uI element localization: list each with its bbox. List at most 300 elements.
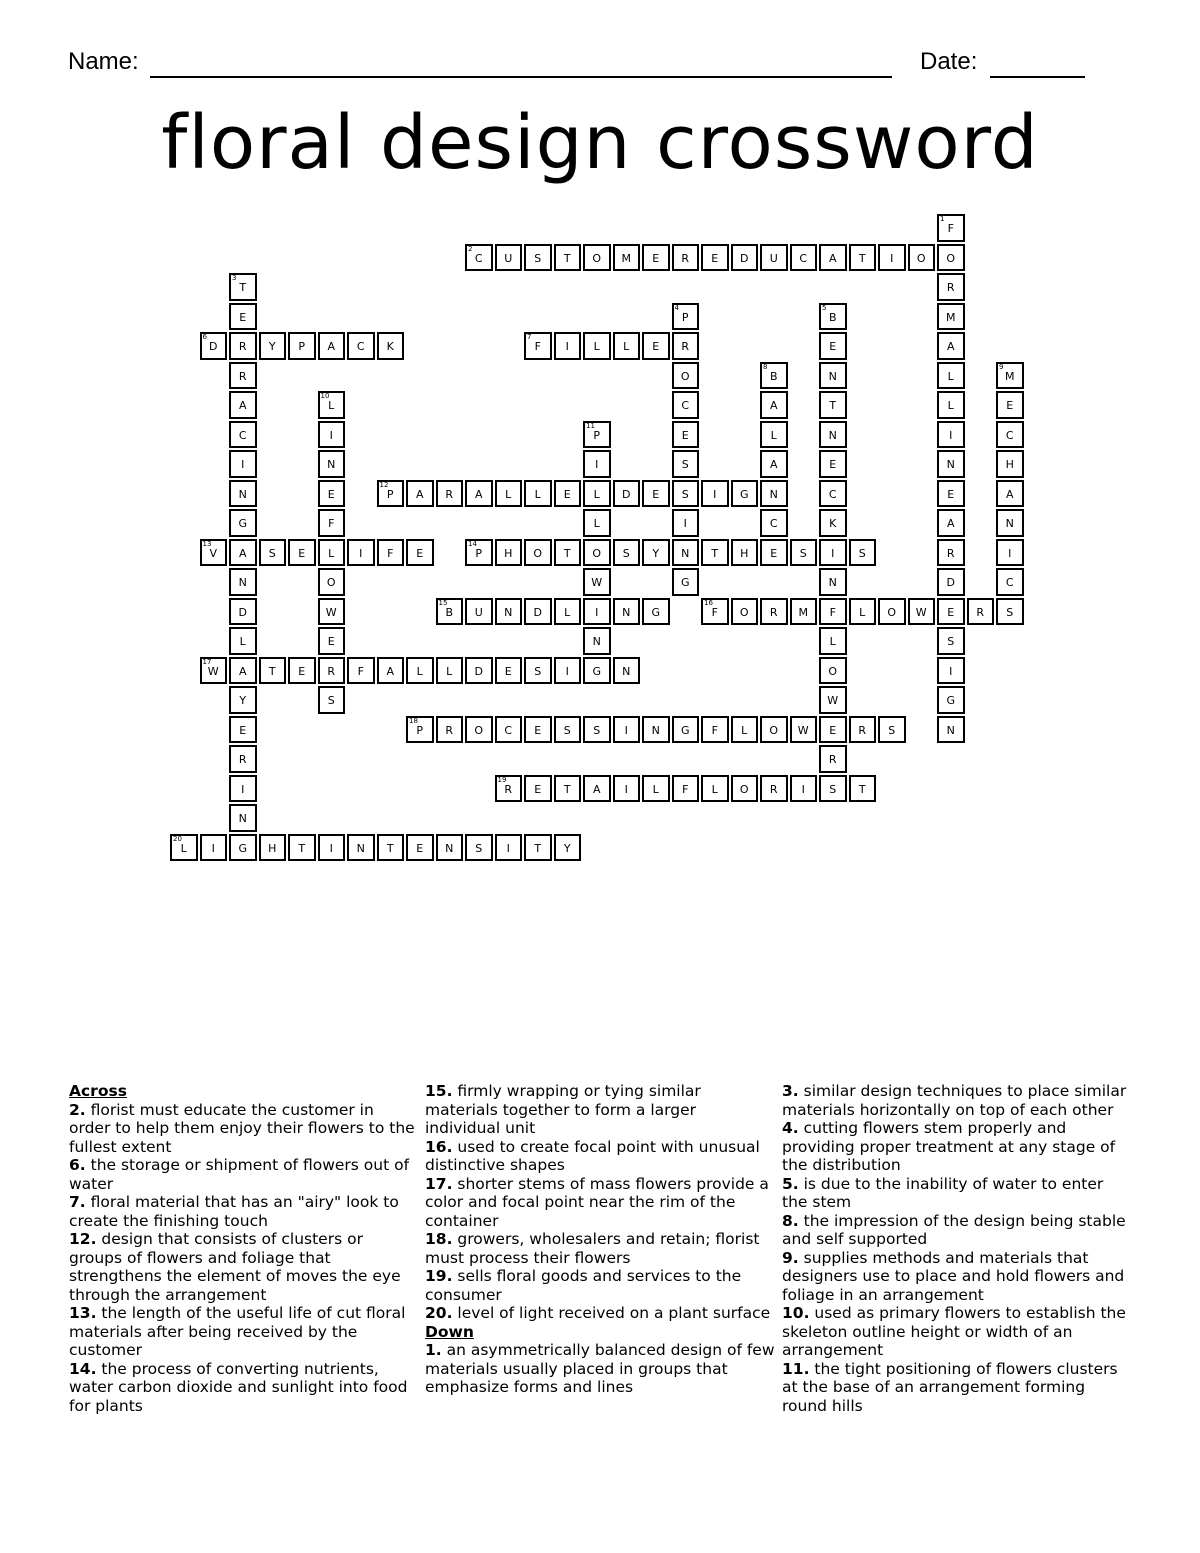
cell-letter: G	[238, 841, 248, 855]
grid-cell[interactable]	[377, 480, 405, 508]
grid-cell[interactable]	[878, 244, 906, 272]
grid-cell[interactable]	[495, 657, 523, 685]
grid-cell[interactable]	[849, 244, 877, 272]
grid-cell[interactable]	[229, 686, 257, 714]
grid-cell[interactable]	[554, 598, 582, 626]
grid-cell[interactable]	[878, 598, 906, 626]
cell-letter: S	[947, 635, 955, 648]
cell-letter: Y	[563, 841, 571, 855]
grid-cell[interactable]	[229, 745, 257, 773]
cell-letter: O	[592, 546, 602, 560]
grid-cell[interactable]	[524, 332, 552, 360]
clue-number: 6	[202, 333, 207, 341]
clue-item	[425, 1082, 775, 1138]
cell-letter: L	[859, 605, 866, 619]
grid-cell[interactable]	[613, 332, 641, 360]
grid-cell[interactable]	[229, 657, 257, 685]
cell-letter: N	[356, 841, 365, 855]
grid-cell[interactable]	[908, 598, 936, 626]
grid-cell[interactable]	[672, 332, 700, 360]
grid-cell[interactable]	[967, 598, 995, 626]
grid-cell[interactable]	[583, 509, 611, 537]
clue-item-number: 2.	[69, 1100, 86, 1119]
grid-cell[interactable]	[318, 480, 346, 508]
grid-cell[interactable]	[731, 716, 759, 744]
grid-cell[interactable]	[554, 244, 582, 272]
grid-cell[interactable]	[701, 539, 729, 567]
grid-cell[interactable]	[377, 539, 405, 567]
grid-cell[interactable]	[436, 657, 464, 685]
grid-cell[interactable]	[406, 716, 434, 744]
grid-cell[interactable]	[672, 450, 700, 478]
grid-cell[interactable]	[996, 480, 1024, 508]
grid-cell[interactable]	[288, 657, 316, 685]
grid-cell[interactable]	[318, 391, 346, 419]
grid-cell[interactable]	[318, 598, 346, 626]
grid-cell[interactable]	[583, 332, 611, 360]
cell-letter: N	[238, 576, 247, 589]
cell-letter: O	[326, 576, 336, 589]
grid-cell[interactable]	[524, 244, 552, 272]
grid-cell[interactable]	[347, 332, 375, 360]
grid-cell[interactable]	[406, 657, 434, 685]
grid-cell[interactable]	[229, 716, 257, 744]
grid-cell[interactable]	[878, 716, 906, 744]
grid-cell[interactable]	[229, 332, 257, 360]
cell-letter: T	[858, 782, 866, 796]
grid-cell[interactable]	[318, 539, 346, 567]
cell-letter: D	[209, 340, 218, 353]
grid-cell[interactable]	[701, 716, 729, 744]
grid-cell[interactable]	[406, 834, 434, 862]
grid-cell[interactable]	[937, 421, 965, 449]
clue-number: 16	[704, 598, 713, 607]
cell-letter: E	[239, 723, 247, 737]
cell-letter: G	[739, 487, 749, 501]
cell-letter: A	[769, 399, 778, 412]
cell-letter: F	[328, 517, 335, 530]
grid-cell[interactable]	[937, 686, 965, 714]
grid-cell[interactable]	[996, 539, 1024, 567]
grid-cell[interactable]	[436, 716, 464, 744]
grid-cell[interactable]	[613, 775, 641, 803]
cell-letter: U	[769, 251, 778, 265]
clue-item	[425, 1138, 775, 1175]
grid-cell[interactable]	[672, 775, 700, 803]
grid-cell[interactable]	[229, 598, 257, 626]
grid-cell[interactable]	[849, 598, 877, 626]
clue-item-number: 12.	[69, 1230, 97, 1248]
cell-letter: I	[831, 546, 835, 560]
grid-cell[interactable]	[819, 480, 847, 508]
grid-cell[interactable]	[790, 598, 818, 626]
grid-cell[interactable]	[583, 627, 611, 655]
grid-cell[interactable]	[672, 568, 700, 596]
grid-cell[interactable]	[229, 273, 257, 301]
grid-cell[interactable]	[200, 539, 228, 567]
grid-cell[interactable]	[259, 332, 287, 360]
grid-cell[interactable]	[288, 332, 316, 360]
cell-letter: G	[651, 605, 661, 619]
grid-cell[interactable]	[465, 244, 493, 272]
cell-letter: I	[683, 517, 687, 530]
grid-cell[interactable]	[672, 716, 700, 744]
grid-cell[interactable]	[229, 362, 257, 390]
grid-cell[interactable]	[583, 568, 611, 596]
grid-cell[interactable]	[819, 568, 847, 596]
grid-cell[interactable]	[760, 421, 788, 449]
cell-letter: E	[416, 546, 424, 560]
grid-cell[interactable]	[229, 568, 257, 596]
grid-cell[interactable]	[701, 480, 729, 508]
grid-cell[interactable]	[760, 509, 788, 537]
cell-letter: R	[238, 753, 247, 766]
cell-letter: S	[681, 487, 689, 501]
grid-cell[interactable]	[583, 421, 611, 449]
grid-cell[interactable]	[318, 332, 346, 360]
clue-item-text: level of light received on a plant surface	[452, 1304, 771, 1322]
grid-cell[interactable]	[554, 834, 582, 862]
cell-letter: C	[1005, 576, 1014, 589]
grid-cell[interactable]	[849, 716, 877, 744]
grid-cell[interactable]	[760, 539, 788, 567]
cell-letter: S	[563, 723, 571, 737]
grid-cell[interactable]	[583, 775, 611, 803]
grid-cell[interactable]	[672, 303, 700, 331]
grid-cell[interactable]	[347, 657, 375, 685]
grid-cell[interactable]	[819, 450, 847, 478]
grid-cell[interactable]	[819, 716, 847, 744]
cell-letter: N	[681, 546, 690, 560]
cell-letter: P	[416, 723, 424, 737]
grid-cell[interactable]	[259, 834, 287, 862]
clue-number: 7	[527, 333, 532, 341]
grid-cell[interactable]	[583, 450, 611, 478]
grid-cell[interactable]	[642, 244, 670, 272]
cell-letter: T	[563, 546, 571, 560]
grid-cell[interactable]	[200, 657, 228, 685]
grid-cell[interactable]	[465, 539, 493, 567]
grid-cell[interactable]	[819, 244, 847, 272]
grid-cell[interactable]	[672, 244, 700, 272]
grid-cell[interactable]	[229, 421, 257, 449]
grid-cell[interactable]	[229, 303, 257, 331]
grid-cell[interactable]	[377, 657, 405, 685]
grid-cell[interactable]	[760, 362, 788, 390]
grid-cell[interactable]	[436, 480, 464, 508]
grid-cell[interactable]	[672, 509, 700, 537]
grid-cell[interactable]	[229, 775, 257, 803]
cell-letter: A	[769, 458, 778, 471]
cell-letter: S	[888, 723, 896, 737]
cell-letter: N	[769, 487, 778, 501]
clue-item-text: an asymmetrically balanced design of few materials usually placed in groups that emphasize forms and lines	[425, 1341, 775, 1396]
grid-cell[interactable]	[642, 539, 670, 567]
grid-cell[interactable]	[819, 657, 847, 685]
grid-cell[interactable]	[554, 332, 582, 360]
grid-cell[interactable]	[259, 657, 287, 685]
grid-cell[interactable]	[819, 598, 847, 626]
cell-letter: A	[415, 487, 424, 501]
cell-letter: A	[474, 487, 483, 501]
grid-cell[interactable]	[583, 244, 611, 272]
grid-cell[interactable]	[524, 598, 552, 626]
cell-letter: S	[534, 664, 542, 678]
grid-cell[interactable]	[819, 303, 847, 331]
grid-cell[interactable]	[672, 480, 700, 508]
grid-cell[interactable]	[701, 598, 729, 626]
grid-cell[interactable]	[731, 480, 759, 508]
grid-cell[interactable]	[288, 539, 316, 567]
grid-cell[interactable]	[613, 480, 641, 508]
grid-cell[interactable]	[229, 450, 257, 478]
cell-letter: T	[386, 841, 394, 855]
grid-cell[interactable]	[937, 480, 965, 508]
cell-letter: C	[238, 428, 247, 442]
grid-cell[interactable]	[819, 775, 847, 803]
grid-cell[interactable]	[495, 539, 523, 567]
grid-cell[interactable]	[996, 509, 1024, 537]
cell-letter: L	[947, 399, 954, 412]
grid-cell[interactable]	[642, 598, 670, 626]
grid-cell[interactable]	[996, 421, 1024, 449]
grid-cell[interactable]	[229, 804, 257, 832]
grid-cell[interactable]	[495, 598, 523, 626]
grid-cell[interactable]	[731, 598, 759, 626]
cell-letter: E	[327, 635, 335, 648]
grid-cell[interactable]	[937, 539, 965, 567]
grid-cell[interactable]	[436, 834, 464, 862]
cell-letter: K	[386, 340, 394, 353]
grid-cell[interactable]	[790, 716, 818, 744]
grid-cell[interactable]	[406, 480, 434, 508]
grid-cell[interactable]	[760, 391, 788, 419]
grid-cell[interactable]	[642, 775, 670, 803]
grid-cell[interactable]	[613, 244, 641, 272]
grid-cell[interactable]	[318, 509, 346, 537]
clue-item-number: 17.	[425, 1174, 453, 1193]
grid-cell[interactable]	[229, 509, 257, 537]
grid-cell[interactable]	[524, 716, 552, 744]
grid-cell[interactable]	[996, 568, 1024, 596]
grid-cell[interactable]	[377, 834, 405, 862]
grid-cell[interactable]	[937, 657, 965, 685]
grid-cell[interactable]	[495, 480, 523, 508]
grid-cell[interactable]	[672, 391, 700, 419]
grid-cell[interactable]	[819, 745, 847, 773]
grid-cell[interactable]	[318, 450, 346, 478]
cell-letter: N	[828, 428, 837, 442]
grid-cell[interactable]	[760, 716, 788, 744]
grid-cell[interactable]	[937, 716, 965, 744]
grid-cell[interactable]	[347, 834, 375, 862]
cell-letter: F	[829, 605, 836, 619]
grid-cell[interactable]	[819, 686, 847, 714]
grid-cell[interactable]	[819, 539, 847, 567]
cell-letter: A	[386, 664, 395, 678]
grid-cell[interactable]	[819, 391, 847, 419]
grid-cell[interactable]	[937, 214, 965, 242]
grid-cell[interactable]	[288, 834, 316, 862]
grid-cell[interactable]	[731, 244, 759, 272]
grid-cell[interactable]	[554, 539, 582, 567]
grid-cell[interactable]	[731, 539, 759, 567]
clue-item	[782, 1175, 1127, 1212]
grid-cell[interactable]	[996, 450, 1024, 478]
grid-cell[interactable]	[760, 480, 788, 508]
grid-cell[interactable]	[937, 362, 965, 390]
cell-letter: T	[829, 399, 837, 412]
grid-cell[interactable]	[554, 657, 582, 685]
cell-letter: O	[474, 723, 484, 737]
grid-cell[interactable]	[200, 332, 228, 360]
cell-letter: P	[593, 428, 601, 442]
grid-cell[interactable]	[701, 775, 729, 803]
grid-cell[interactable]	[642, 332, 670, 360]
grid-cell[interactable]	[672, 539, 700, 567]
grid-cell[interactable]	[672, 362, 700, 390]
grid-cell[interactable]	[790, 775, 818, 803]
cell-letter: L	[593, 517, 600, 530]
grid-cell[interactable]	[937, 598, 965, 626]
grid-cell[interactable]	[819, 627, 847, 655]
cell-letter: S	[799, 546, 807, 560]
grid-cell[interactable]	[996, 598, 1024, 626]
grid-cell[interactable]	[760, 598, 788, 626]
cell-letter: L	[180, 841, 187, 855]
grid-cell[interactable]	[318, 421, 346, 449]
cell-letter: R	[445, 723, 454, 737]
cell-letter: E	[711, 251, 719, 265]
cell-letter: O	[739, 605, 749, 619]
grid-cell[interactable]	[318, 686, 346, 714]
grid-cell[interactable]	[465, 598, 493, 626]
clue-item	[69, 1101, 419, 1157]
grid-cell[interactable]	[495, 834, 523, 862]
grid-cell[interactable]	[908, 244, 936, 272]
grid-cell[interactable]	[318, 627, 346, 655]
grid-cell[interactable]	[731, 775, 759, 803]
grid-cell[interactable]	[318, 834, 346, 862]
cell-letter: G	[680, 576, 690, 589]
grid-cell[interactable]	[672, 421, 700, 449]
grid-cell[interactable]	[465, 716, 493, 744]
page-title: floral design crossword	[161, 100, 1039, 186]
cell-letter: E	[770, 546, 778, 560]
grid-cell[interactable]	[937, 332, 965, 360]
clue-number: 19	[497, 775, 507, 784]
grid-cell[interactable]	[996, 391, 1024, 419]
grid-cell[interactable]	[760, 450, 788, 478]
grid-cell[interactable]	[583, 657, 611, 685]
grid-cell[interactable]	[347, 539, 375, 567]
grid-cell[interactable]	[465, 834, 493, 862]
grid-cell[interactable]	[495, 244, 523, 272]
grid-cell[interactable]	[200, 834, 228, 862]
grid-cell[interactable]	[524, 834, 552, 862]
cell-letter: T	[298, 841, 306, 855]
grid-cell[interactable]	[259, 539, 287, 567]
clue-item-text: growers, wholesalers and retain; florist must process their flowers	[425, 1230, 760, 1267]
grid-cell[interactable]	[318, 568, 346, 596]
grid-cell[interactable]	[554, 716, 582, 744]
clue-item	[782, 1249, 1127, 1305]
grid-cell[interactable]	[583, 716, 611, 744]
grid-cell[interactable]	[524, 657, 552, 685]
grid-cell[interactable]	[229, 627, 257, 655]
grid-cell[interactable]	[229, 539, 257, 567]
grid-cell[interactable]	[819, 421, 847, 449]
grid-cell[interactable]	[937, 627, 965, 655]
grid-cell[interactable]	[760, 244, 788, 272]
grid-cell[interactable]	[819, 332, 847, 360]
grid-cell[interactable]	[613, 598, 641, 626]
grid-cell[interactable]	[495, 775, 523, 803]
grid-cell[interactable]	[937, 450, 965, 478]
grid-cell[interactable]	[642, 716, 670, 744]
grid-cell[interactable]	[937, 568, 965, 596]
grid-cell[interactable]	[229, 834, 257, 862]
grid-cell[interactable]	[613, 539, 641, 567]
grid-cell[interactable]	[613, 657, 641, 685]
grid-cell[interactable]	[937, 509, 965, 537]
grid-cell[interactable]	[937, 244, 965, 272]
grid-cell[interactable]	[613, 716, 641, 744]
grid-cell[interactable]	[849, 539, 877, 567]
grid-cell[interactable]	[554, 775, 582, 803]
grid-cell[interactable]	[937, 391, 965, 419]
cell-letter: R	[946, 281, 955, 294]
cell-letter: S	[268, 546, 276, 560]
grid-cell[interactable]	[524, 480, 552, 508]
grid-cell[interactable]	[554, 480, 582, 508]
grid-cell[interactable]	[849, 775, 877, 803]
grid-cell[interactable]	[760, 775, 788, 803]
cell-letter: U	[504, 251, 513, 265]
grid-cell[interactable]	[583, 480, 611, 508]
cell-letter: R	[769, 605, 778, 619]
grid-cell[interactable]	[937, 303, 965, 331]
grid-cell[interactable]	[642, 480, 670, 508]
grid-cell[interactable]	[229, 480, 257, 508]
grid-cell[interactable]	[170, 834, 198, 862]
grid-cell[interactable]	[937, 273, 965, 301]
cell-letter: E	[829, 723, 837, 737]
grid-cell[interactable]	[790, 244, 818, 272]
cell-letter: I	[595, 458, 599, 471]
grid-cell[interactable]	[465, 657, 493, 685]
grid-cell[interactable]	[229, 391, 257, 419]
grid-cell[interactable]	[583, 598, 611, 626]
grid-cell[interactable]	[524, 539, 552, 567]
grid-cell[interactable]	[996, 362, 1024, 390]
cell-letter: R	[858, 723, 867, 737]
grid-cell[interactable]	[701, 244, 729, 272]
grid-cell[interactable]	[465, 480, 493, 508]
cell-letter: L	[829, 635, 836, 648]
grid-cell[interactable]	[377, 332, 405, 360]
grid-cell[interactable]	[436, 598, 464, 626]
grid-cell[interactable]	[583, 539, 611, 567]
grid-cell[interactable]	[790, 539, 818, 567]
grid-cell[interactable]	[406, 539, 434, 567]
clue-item	[782, 1082, 1127, 1119]
grid-cell[interactable]	[524, 775, 552, 803]
grid-cell[interactable]	[819, 509, 847, 537]
grid-cell[interactable]	[495, 716, 523, 744]
grid-cell[interactable]	[819, 362, 847, 390]
grid-cell[interactable]	[318, 657, 346, 685]
